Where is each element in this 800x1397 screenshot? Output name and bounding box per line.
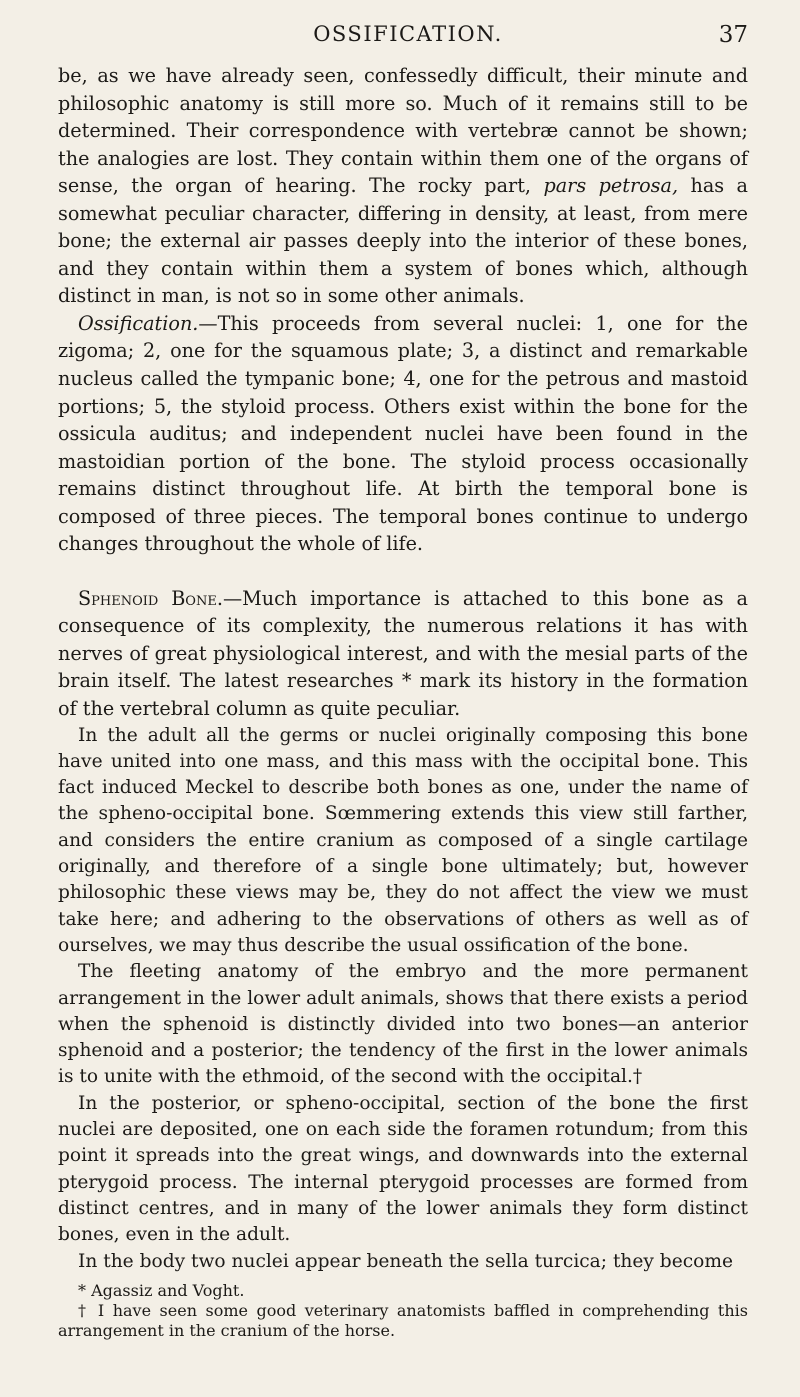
- running-head: [58, 22, 748, 52]
- footnotes: [58, 1281, 748, 1341]
- paragraph-body-nuclei: In the body two nuclei appear beneath the sella turcica; they become: [78, 1250, 733, 1272]
- body-text: [58, 62, 748, 1275]
- paragraph-posterior-section: In the posterior, or spheno-occipital, section of the bone the first nuclei are deposited, one on each side the foramen rotundum; from this point it spreads into the great wings, and downwards into the external pterygoid process. The internal pterygoid processes are formed from distinct centres, and in many of the lower animals they form distinct bones, even in the adult.: [58, 1092, 748, 1246]
- paragraph-continuation: be, as we have already seen, confessedly difficult, their minute and philosophic anatomy is still more so. Much of it remains still to be determined. Their correspondence with vertebræ cannot be shown; the analogies are lost. They contain within them one of the organs of sense, the organ of hearing. The rocky part, pars petrosa, has a somewhat peculiar character, differing in density, at least, from mere bone; the external air passes deeply into the interior of these bones, and they contain within them a system of bones which, although distinct in man, is not so in some other animals.: [58, 64, 748, 308]
- paragraph-ossification: Ossification.—This proceeds from several nuclei: 1, one for the zigoma; 2, one for the squamous plate; 3, a distinct and remarkable nucleus called the tympanic bone; 4, one for the petrous and mastoid portions; 5, the styloid process. Others exist within the bone for the ossicula auditus; and independent nuclei have been found in the mastoidian portion of the bone. The styloid process occasionally remains distinct throughout life. At birth the temporal bone is composed of three pieces. The temporal bones continue to undergo changes throughout the whole of life.: [58, 311, 748, 556]
- page-number: 37: [718, 22, 748, 48]
- term-pars-petrosa: pars petrosa,: [543, 174, 679, 198]
- paragraph-embryo-anatomy: The fleeting anatomy of the embryo and the more permanent arrangement in the lower adult animals, shows that there exists a period when the sphenoid is distinctly divided into two bones—an anterior sphenoid and a posterior; the tendency of the first in the lower animals is to unite with the ethmoid, of the second with the occipital.†: [58, 961, 748, 1088]
- running-title: OSSIFICATION.: [313, 22, 503, 46]
- footnote: * Agassiz and Voght.: [78, 1280, 245, 1300]
- section-heading-sphenoid-bone: Sphenoid Bone.: [78, 586, 223, 610]
- paragraph-sphenoid-bone: Sphenoid Bone.—Much importance is attached to this bone as a consequence of its complexity, the numerous relations it has with nerves of great physiological interest, and with the mesial parts of the brain itself. The latest researches * mark its history in the formation of the vertebral column as quite peculiar.: [58, 586, 748, 721]
- paragraph-adult-union: In the adult all the germs or nuclei originally composing this bone have united into one mass, and this mass with the occipital bone. This fact induced Meckel to describe both bones as one, under the name of the spheno-occipital bone. Sœmmering extends this view still farther, and considers the entire cranium as composed of a single cartilage originally, and therefore of a single bone ultimately; but, however philosophic these views may be, they do not affect the view we must take here; and adhering to the observations of others as well as of ourselves, we may thus describe the usual ossification of the bone.: [58, 724, 748, 956]
- footnote: † I have seen some good veterinary anatomists baffled in comprehending this arrangement in the cranium of the horse.: [58, 1300, 748, 1340]
- subheading-ossification: Ossification.: [78, 311, 199, 335]
